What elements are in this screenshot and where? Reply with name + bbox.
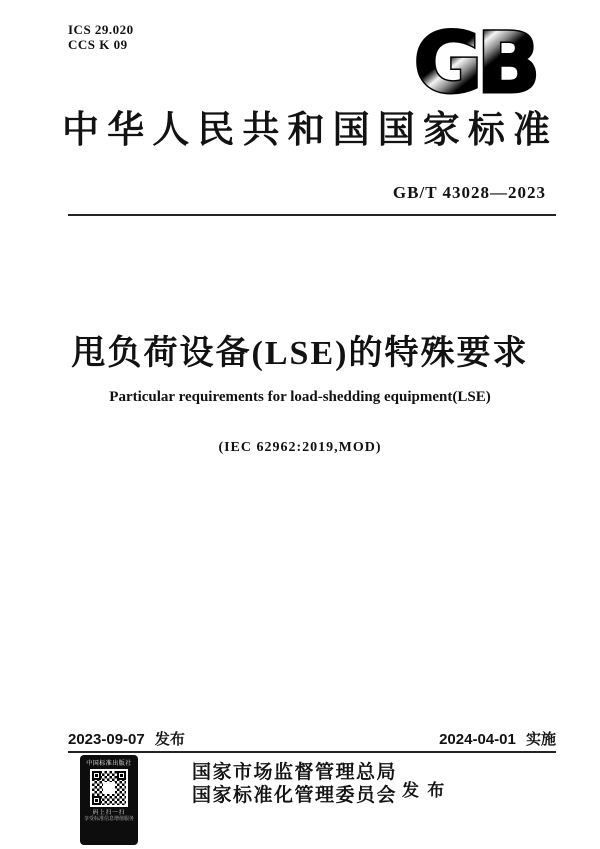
issuing-body-1: 国家市场监督管理总局: [192, 762, 398, 783]
header-divider: [68, 214, 556, 216]
implementation-date-group: [439, 728, 556, 749]
classification-codes: [68, 22, 134, 52]
gb-logo-icon: [398, 14, 550, 106]
service-note: 享受标准信息增值服务: [84, 817, 135, 822]
qr-finder-icon: [92, 771, 101, 780]
ccs-code: CCS K 09: [68, 37, 128, 52]
qr-code-icon: [90, 769, 128, 807]
implementation-date: 2024-04-01: [439, 731, 516, 748]
publish-label: 发 布: [402, 781, 447, 800]
press-antifake-label: [80, 755, 138, 845]
issuing-bodies: [192, 761, 397, 807]
qr-finder-icon: [92, 796, 101, 805]
gb-logo-text: GB: [413, 14, 535, 106]
qr-center-logo-area: [103, 782, 115, 794]
standard-title-chinese: 甩负荷设备(LSE)的特殊要求: [71, 335, 529, 372]
dates-row: [68, 728, 556, 749]
footer-divider: [68, 751, 556, 753]
national-standard-header: 中华人民共和国国家标准: [62, 110, 550, 151]
standard-title-english: Particular requirements for load-shedding equipment(LSE): [109, 389, 491, 405]
qr-finder-icon: [117, 771, 126, 780]
issue-date: 2023-09-07: [68, 731, 145, 748]
ics-code: ICS 29.020: [68, 22, 134, 37]
standard-number: GB/T 43028—2023: [392, 183, 546, 202]
issue-date-group: [68, 728, 185, 749]
scan-hint: 码上扫一扫: [92, 810, 126, 816]
press-name: 中国标准出版社: [86, 761, 132, 767]
issuing-body-2: 国家标准化管理委员会: [192, 785, 398, 806]
iec-adoption-note: (IEC 62962:2019,MOD): [218, 440, 382, 455]
issue-label: 发布: [154, 731, 185, 748]
implementation-label: 实施: [525, 731, 556, 748]
